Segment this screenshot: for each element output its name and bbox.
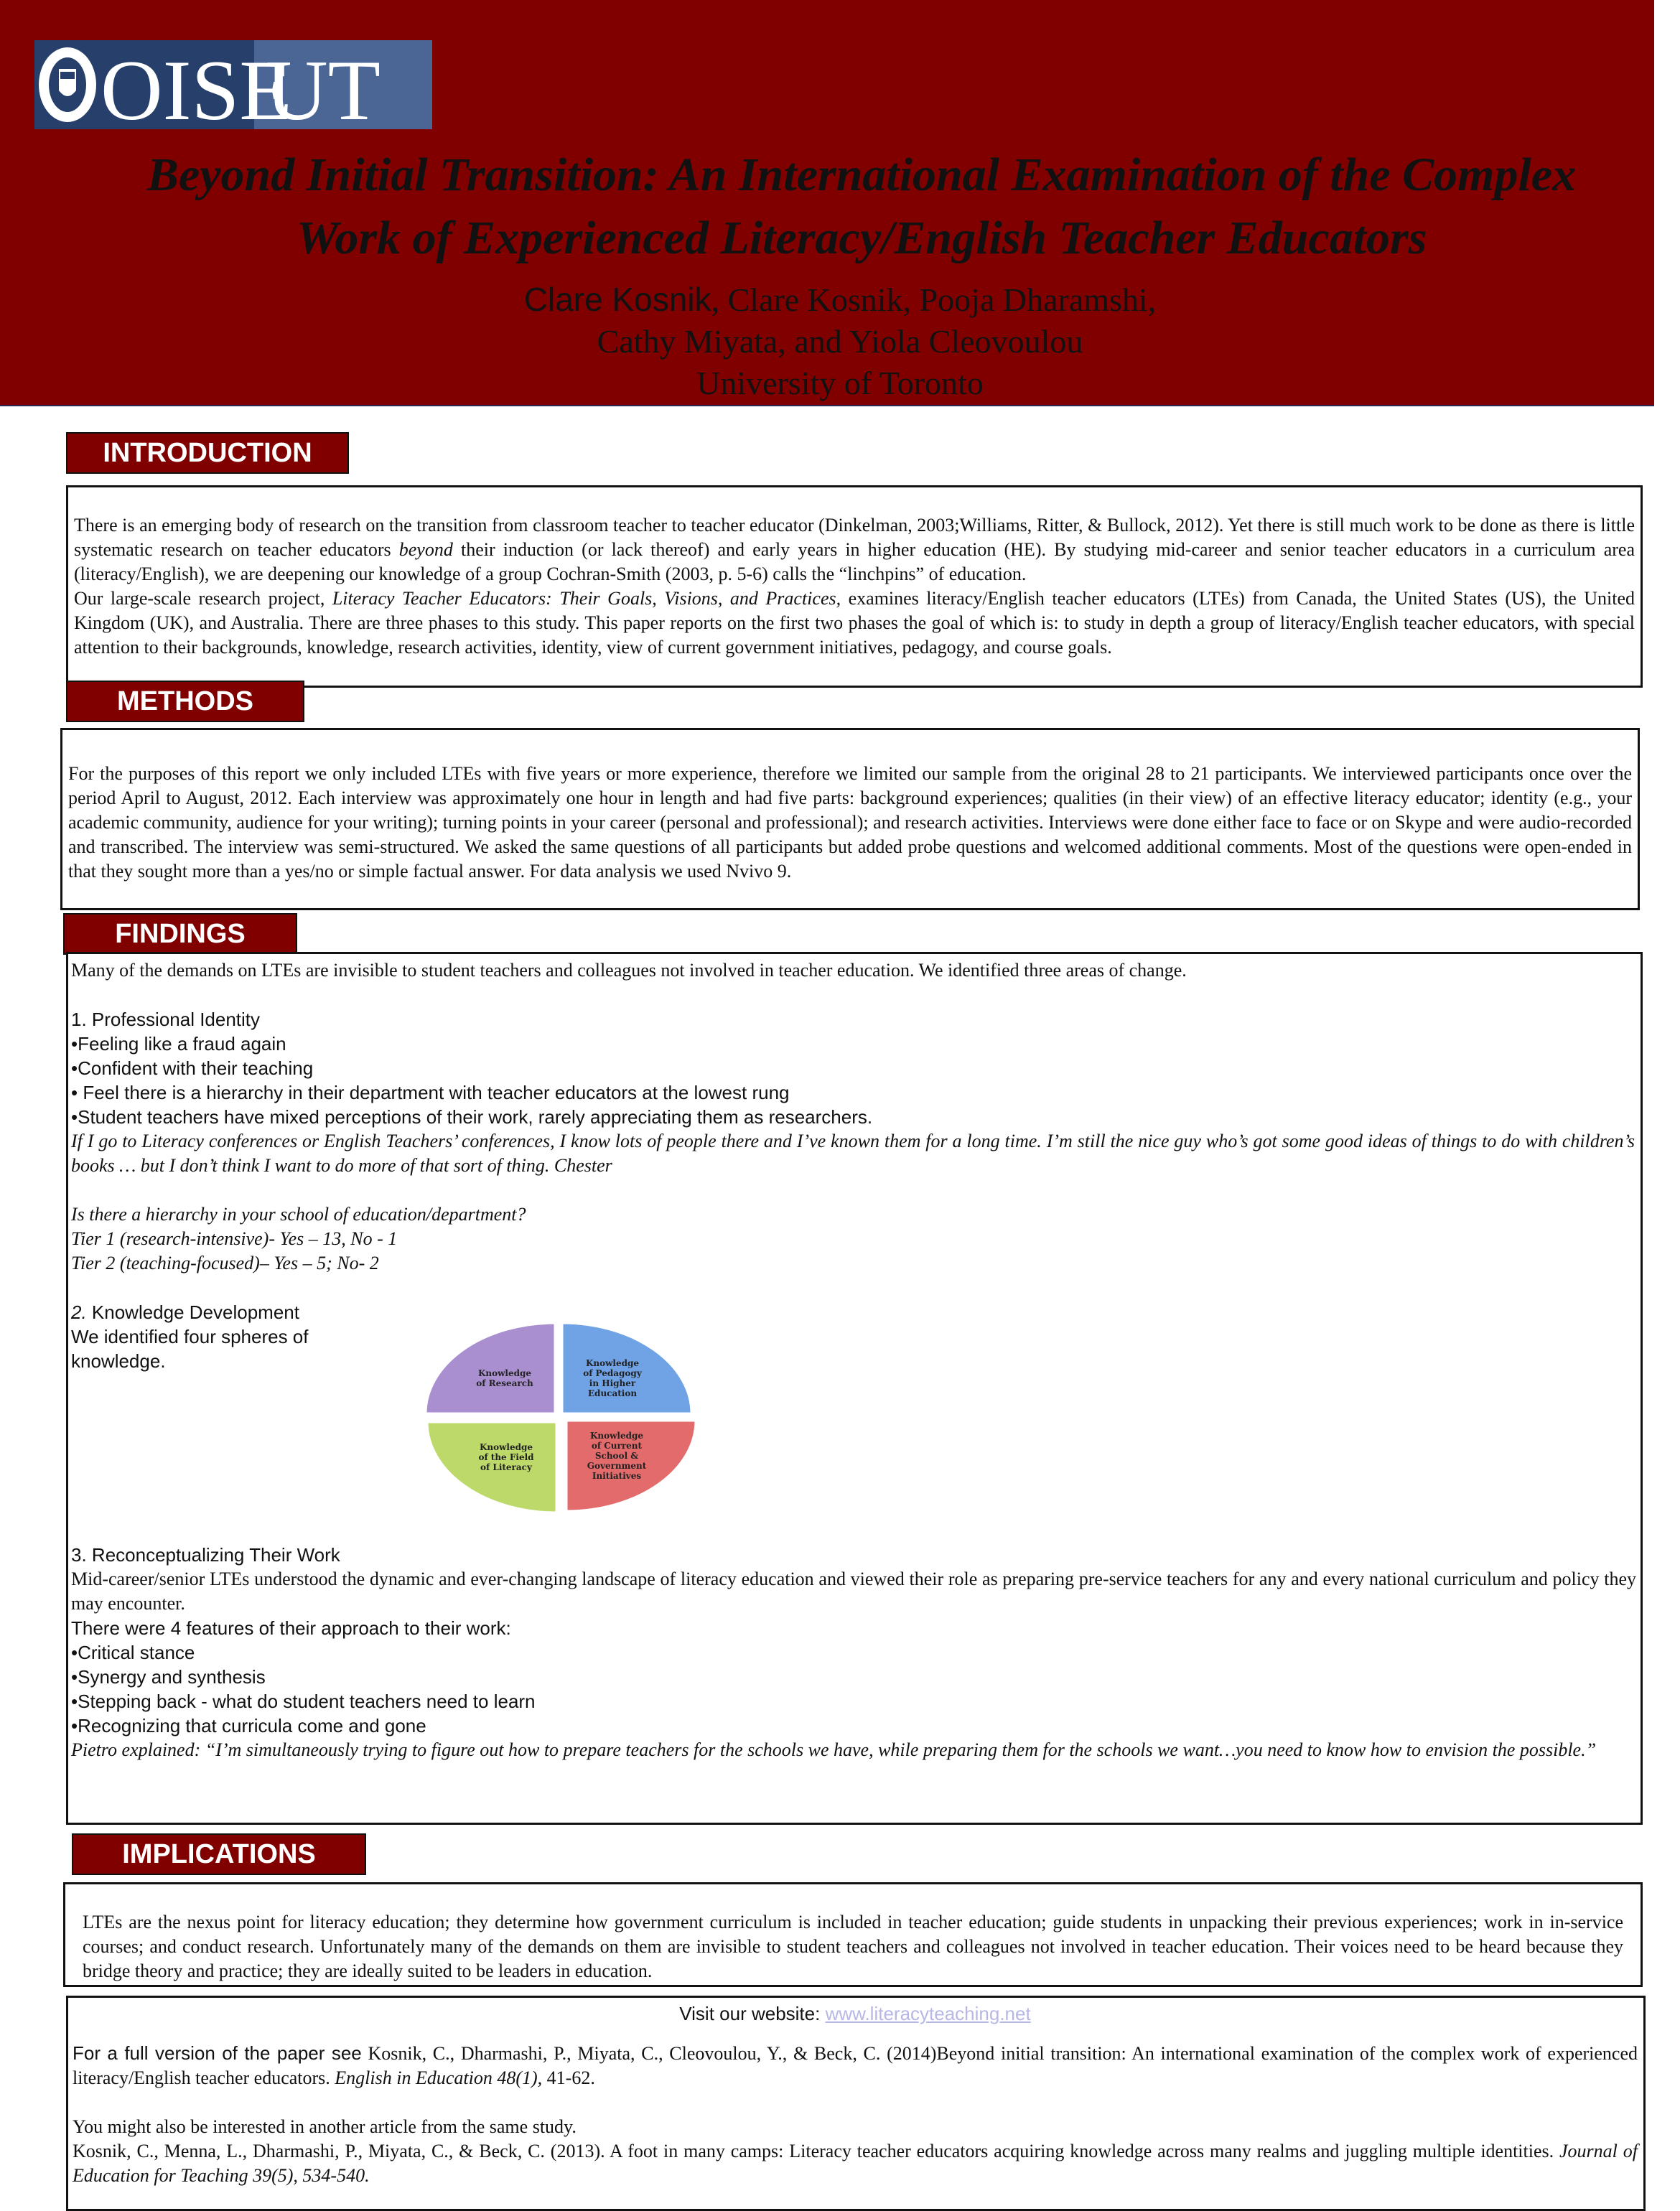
list-item: •Student teachers have mixed perceptions of their work, rarely appreciating them as researchers. (71, 1106, 873, 1128)
methods-text: For the purposes of this report we only included LTEs with five years or more experience, therefore we limited our sample from the original 28 to 21 participants. We interviewed participants once over the period April to August, 2012. Each interview was approximately one hour in length and had five parts: background experiences; qualities (in their view) of an effective literacy educator; identity (e.g., your academic community, audience for your writing); turning points in your career (personal and professional); and research activities. Interviews were done either face to face or on Skype and were audio-recorded and transcribed. The interview was semi-structured. We asked the same questions of all participants but added probe questions and welcomed additional comments. Most of the questions were open-ended in that they sought more than a yes/no or simple factual answer. For data analysis we used Nvivo 9. (68, 763, 1632, 882)
website-link[interactable]: www.literacyteaching.net (825, 2003, 1031, 2024)
introduction-paragraph-1: There is an emerging body of research on the transition from classroom teacher to teacher educator (Dinkelman, 2003;Williams, Ritter, & Bullock, 2012). Yet there is still much work to be done as there is little systematic research on teacher educators beyond their induction (or lack thereof) and early years in higher education (HE). By studying mid-career and senior teacher educators in a curriculum area (literacy/English), we are deepening our knowledge of a group Cochran-Smith (2003, p. 5-6) calls the “linchpins” of education. (74, 515, 1635, 584)
implications-box (63, 1882, 1643, 1987)
oise-ut-logo (34, 40, 432, 138)
implications-text: LTEs are the nexus point for literacy education; they determine how government curriculum is included in teacher education; guide students in unpacking their previous experiences; work in in-service courses; and conduct research. Unfortunately many of the demands on them are invisible to student teachers and colleagues not involved in teacher education. Their voices need to be heard because they bridge theory and practice; they are ideally suited to be leaders in education. (83, 1912, 1623, 1981)
professional-identity-heading: 1. Professional Identity (71, 1009, 261, 1030)
authors (0, 279, 1680, 404)
logo-oise-graphic (34, 40, 292, 138)
list-item: • Feel there is a hierarchy in their department with teacher educators at the lowest rung (71, 1082, 790, 1103)
findings-box (66, 952, 1643, 1825)
title-line-2: Work of Experienced Literacy/English Teacher Educators (296, 212, 1427, 264)
implications-label: IMPLICATIONS (72, 1833, 366, 1875)
logo-oise-text: OISE (101, 42, 292, 138)
reconceptualizing-heading: 3. Reconceptualizing Their Work (71, 1544, 340, 1566)
methods-box (60, 728, 1640, 910)
methods-label: METHODS (66, 681, 304, 722)
pie-slice-label: Knowledge of Pedagogy in Higher Education (583, 1357, 642, 1398)
list-item: •Feeling like a fraud again (71, 1033, 286, 1055)
knowledge-development-heading: 2. Knowledge Development (71, 1301, 299, 1323)
list-item: •Confident with their teaching (71, 1057, 314, 1079)
reconceptualizing-text: Mid-career/senior LTEs understood the dynamic and ever-changing landscape of literacy education and viewed their role as preparing pre-service teachers for any and every national curriculum and policy they may encounter. (71, 1569, 1636, 1614)
chester-quote: If I go to Literacy conferences or English Teachers’ conferences, I know lots of people there and I’ve known them for a long time. I’m still the nice guy who’s got some good ideas of things to do with children’s books … but I don’t think I want to do more of that sort of thing. Chester (71, 1131, 1635, 1176)
professional-identity-list (71, 1032, 1635, 1129)
findings-intro: Many of the demands on LTEs are invisible to student teachers and colleagues not involved in teacher education. We identified three areas of change. (71, 960, 1187, 981)
logo-oise-part (34, 40, 292, 138)
list-item: •Stepping back - what do student teachers need to learn (71, 1691, 536, 1712)
features-intro: There were 4 features of their approach to their work: (71, 1617, 511, 1639)
pietro-quote: Pietro explained: “I’m simultaneously trying to figure out how to prepare teachers for the schools we have, while preparing them for the schools we want…you need to know how to envision the possible.” (71, 1739, 1597, 1760)
authors-line-1: Clare Kosnik, Clare Kosnik, Pooja Dharamshi, (523, 281, 1157, 318)
first-author: Clare Kosnik (523, 281, 711, 318)
affiliation: University of Toronto (696, 365, 984, 401)
list-item: •Recognizing that curricula come and gone (71, 1715, 426, 1736)
list-item: •Critical stance (71, 1642, 195, 1663)
logo-ut-text: UT (266, 42, 381, 138)
introduction-paragraph-2: Our large-scale research project, Literacy Teacher Educators: Their Goals, Visions, and Practices, examines literacy/English teacher educators (LTEs) from Canada, the United States (US), the United Kingdom (UK), and Australia. There are three phases to this study. This paper reports on the first two phases the goal of which is: to study in depth a group of literacy/English teacher educators, with special attention to their backgrounds, knowledge, research activities, identity, view of current government initiatives, pedagogy, and course goals. (74, 588, 1635, 658)
title-line-1: Beyond Initial Transition: An International Examination of the Complex (146, 149, 1577, 201)
reconceptualizing-section (71, 1543, 1636, 1762)
website-line: Visit our website: www.literacyteaching.net (679, 2003, 1031, 2024)
pie-slice-label: Knowledge of the Field of Literacy (478, 1442, 534, 1473)
knowledge-spheres-pie-chart (401, 1309, 717, 1524)
poster-title (72, 144, 1651, 270)
knowledge-development-text: We identified four spheres of knowledge. (71, 1326, 309, 1372)
second-reference: Kosnik, C., Menna, L., Dharmashi, P., Miyata, C., & Beck, C. (2013). A foot in many camps: Literacy teacher educators acquiring knowledge across many realms and juggling multiple identities. Journal of Education for Teaching 39(5), 534-540. (73, 2141, 1638, 2186)
findings-label: FINDINGS (63, 913, 297, 955)
introduction-box (66, 485, 1643, 688)
pie-slice-label: Knowledge of Research (476, 1368, 533, 1388)
introduction-label: INTRODUCTION (66, 432, 349, 474)
list-item: •Synergy and synthesis (71, 1666, 266, 1688)
poster-header (0, 0, 1654, 406)
references-box (66, 1996, 1646, 2211)
hierarchy-question: Is there a hierarchy in your school of education/department? (71, 1204, 526, 1225)
tier-1-result: Tier 1 (research-intensive)- Yes – 13, No - 1 (71, 1228, 398, 1249)
authors-line-2: Cathy Miyata, and Yiola Cleovoulou (597, 323, 1083, 360)
tier-2-result: Tier 2 (teaching-focused)– Yes – 5; No- 2 (71, 1253, 379, 1273)
full-paper-reference: For a full version of the paper see Kosnik, C., Dharmashi, P., Miyata, C., Cleovoulou, Y., & Beck, C. (2014)Beyond initial transition: An international examination of the complex work of experienced literacy/English teacher educators. English in Education 48(1), 41-62. (73, 2042, 1638, 2088)
pie-slice-label: Knowledge of Current School & Government Initiatives (587, 1431, 647, 1482)
also-interested: You might also be interested in another article from the same study. (73, 2116, 577, 2137)
